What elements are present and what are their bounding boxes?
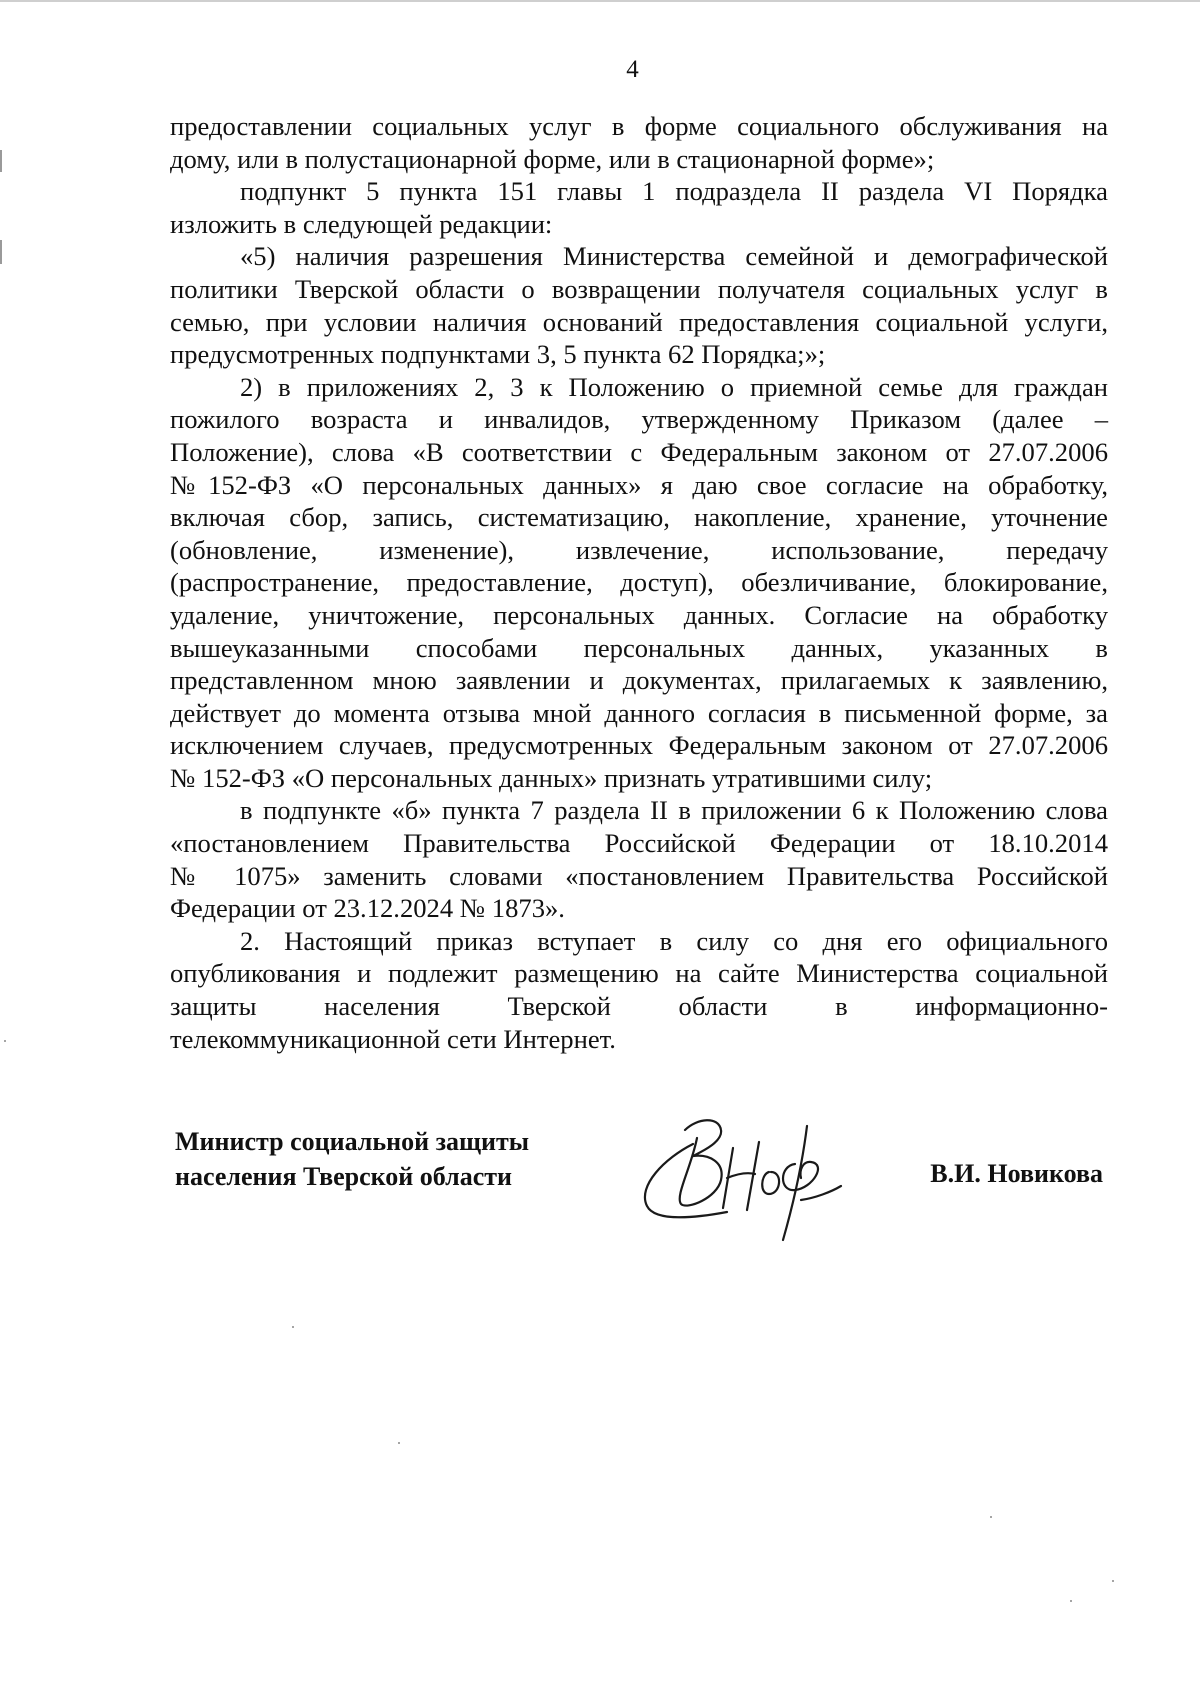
text-line: включая сбор, запись, систематизацию, накопление, хранение, уточнение xyxy=(170,502,1108,533)
text-line: «постановлением Правительства Российской Федерации от 18.10.2014 xyxy=(170,828,1108,859)
scan-edge-mark xyxy=(0,150,2,172)
text-line: защиты населения Тверской области в информационно- xyxy=(170,991,1108,1022)
signature-block xyxy=(175,1124,1125,1254)
text-line: (распространение, предоставление, доступ), обезличивание, блокирование, xyxy=(170,567,1108,598)
scan-speck xyxy=(292,1326,294,1328)
text-line: «5) наличия разрешения Министерства семейной и демографической xyxy=(240,241,1108,272)
paragraph xyxy=(170,794,1108,924)
text-line: №152-ФЗ «О персональных данных» я даю свое согласие на обработку, xyxy=(170,469,1108,500)
text-line: в подпункте «б» пункта 7 раздела II в приложении 6 к Положению слова xyxy=(240,795,1108,826)
signer-title xyxy=(175,1124,529,1194)
scan-speck xyxy=(4,1040,6,1042)
text-line: Федерации от 23.12.2024 № 1873». xyxy=(170,893,565,924)
paragraph xyxy=(170,110,1108,175)
paragraph xyxy=(170,240,1108,370)
scan-speck xyxy=(990,1516,992,1518)
scan-top-edge xyxy=(0,0,1200,2)
text-line: 2. Настоящий приказ вступает в силу со дня его официального xyxy=(240,925,1108,956)
scan-edge-mark xyxy=(0,240,2,264)
text-line: удаление, уничтожение, персональных данных. Согласие на обработку xyxy=(170,599,1108,630)
text-line: № 1075» заменить словами «постановлением Правительства Российской xyxy=(170,860,1108,891)
scan-speck xyxy=(1112,1580,1114,1582)
text-line: № 152-ФЗ «О персональных данных» признать утратившими силу; xyxy=(170,762,933,793)
text-line: исключением случаев, предусмотренных Федеральным законом от 27.07.2006 xyxy=(170,730,1108,761)
scan-speck xyxy=(1070,1600,1072,1602)
signer-name: В.И. Новикова xyxy=(930,1159,1103,1188)
document-body xyxy=(170,110,1108,1055)
text-line: телекоммуникационной сети Интернет. xyxy=(170,1023,616,1054)
paragraph xyxy=(170,925,1108,1055)
text-line: Положение), слова «В соответствии с Федеральным законом от 27.07.2006 xyxy=(170,436,1108,467)
text-line: предусмотренных подпунктами 3, 5 пункта 62 Порядка;»; xyxy=(170,339,826,370)
text-line: подпункт 5 пункта 151 главы 1 подраздела II раздела VI Порядка xyxy=(240,176,1108,207)
text-line: семью, при условии наличия оснований предоставления социальной услуги, xyxy=(170,306,1108,337)
paragraph xyxy=(170,371,1108,795)
handwritten-signature xyxy=(635,1108,855,1258)
text-line: действует до момента отзыва мной данного согласия в письменной форме, за xyxy=(170,697,1108,728)
text-line: изложить в следующей редакции: xyxy=(170,208,553,239)
text-line: (обновление, изменение), извлечение, использование, передачу xyxy=(170,534,1108,565)
text-line: 2) в приложениях 2, 3 к Положению о приемной семье для граждан xyxy=(240,371,1108,402)
text-line: дому, или в полустационарной форме, или в стационарной форме»; xyxy=(170,143,935,174)
text-line: опубликования и подлежит размещению на сайте Министерства социальной xyxy=(170,958,1108,989)
text-line: пожилого возраста и инвалидов, утвержденному Приказом (далее – xyxy=(170,404,1108,435)
text-line: предоставлении социальных услуг в форме социального обслуживания на xyxy=(170,111,1108,141)
scan-speck xyxy=(398,1442,400,1444)
text-line: политики Тверской области о возвращении получателя социальных услуг в xyxy=(170,273,1108,304)
paragraph xyxy=(170,175,1108,240)
text-line: вышеуказанными способами персональных данных, указанных в xyxy=(170,632,1108,663)
signer-title-line: населения Тверской области xyxy=(175,1162,513,1191)
text-line: представленном мною заявлении и документах, прилагаемых к заявлению, xyxy=(170,665,1108,696)
page-number: 4 xyxy=(626,56,639,83)
signer-title-line: Министр социальной защиты xyxy=(175,1127,530,1156)
